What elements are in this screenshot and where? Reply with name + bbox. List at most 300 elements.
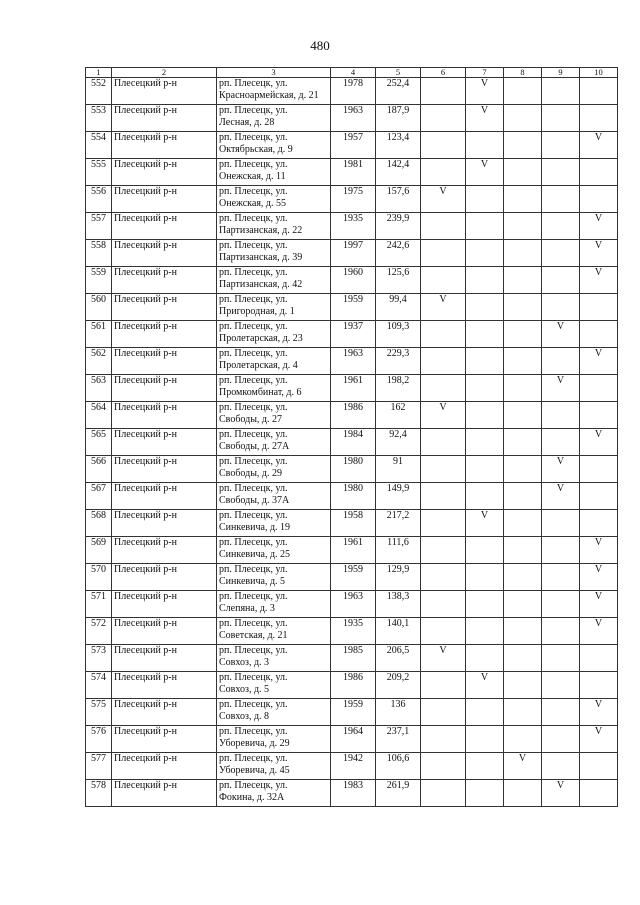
year-cell: 1975 [331, 186, 376, 213]
address-cell [217, 321, 331, 348]
row-number-cell: 576 [86, 726, 112, 753]
address-line-1: рп. Плесецк, ул. [219, 645, 288, 656]
address-line-2: Партизанская, д. 42 [219, 279, 303, 290]
area-cell: 123,4 [376, 132, 421, 159]
address-cell [217, 213, 331, 240]
address-line-2: Онежская, д. 11 [219, 171, 286, 182]
mark-cell-col6 [421, 618, 466, 645]
mark-cell-col8 [504, 78, 542, 105]
address-line-1: рп. Плесецк, ул. [219, 348, 288, 359]
mark-cell-col9 [542, 672, 580, 699]
mark-cell-col8 [504, 105, 542, 132]
mark-cell-col6 [421, 78, 466, 105]
district-cell: Плесецкий р-н [112, 186, 217, 213]
mark-cell-col10 [580, 645, 618, 672]
district-cell: Плесецкий р-н [112, 564, 217, 591]
district-cell: Плесецкий р-н [112, 591, 217, 618]
district-cell: Плесецкий р-н [112, 780, 217, 807]
mark-cell-col9: V [542, 456, 580, 483]
address-line-1: рп. Плесецк, ул. [219, 105, 288, 116]
mark-cell-col6 [421, 213, 466, 240]
mark-cell-col10 [580, 483, 618, 510]
row-number-cell: 574 [86, 672, 112, 699]
mark-cell-col7: V [466, 105, 504, 132]
mark-cell-col7 [466, 375, 504, 402]
mark-cell-col10: V [580, 537, 618, 564]
mark-cell-col7 [466, 402, 504, 429]
area-cell: 261,9 [376, 780, 421, 807]
mark-cell-col6: V [421, 294, 466, 321]
column-header: 5 [376, 68, 421, 78]
address-line-1: рп. Плесецк, ул. [219, 78, 288, 89]
address-cell [217, 159, 331, 186]
mark-cell-col7: V [466, 510, 504, 537]
table-row [86, 645, 618, 672]
year-cell: 1981 [331, 159, 376, 186]
mark-cell-col7 [466, 483, 504, 510]
mark-cell-col6 [421, 537, 466, 564]
table-row [86, 537, 618, 564]
table-row [86, 429, 618, 456]
year-cell: 1986 [331, 672, 376, 699]
year-cell: 1984 [331, 429, 376, 456]
mark-cell-col9 [542, 267, 580, 294]
mark-cell-col9 [542, 402, 580, 429]
area-cell: 140,1 [376, 618, 421, 645]
row-number-cell: 552 [86, 78, 112, 105]
row-number-cell: 570 [86, 564, 112, 591]
address-cell [217, 132, 331, 159]
address-line-2: Пригородная, д. 1 [219, 306, 295, 317]
mark-cell-col9 [542, 510, 580, 537]
address-cell [217, 294, 331, 321]
address-line-2: Совхоз, д. 5 [219, 684, 270, 695]
address-line-1: рп. Плесецк, ул. [219, 699, 288, 710]
district-cell: Плесецкий р-н [112, 348, 217, 375]
column-header: 8 [504, 68, 542, 78]
district-cell: Плесецкий р-н [112, 456, 217, 483]
area-cell: 138,3 [376, 591, 421, 618]
mark-cell-col8 [504, 510, 542, 537]
mark-cell-col6 [421, 456, 466, 483]
table-row [86, 483, 618, 510]
mark-cell-col9: V [542, 375, 580, 402]
mark-cell-col7 [466, 267, 504, 294]
area-cell: 229,3 [376, 348, 421, 375]
mark-cell-col9 [542, 213, 580, 240]
mark-cell-col7 [466, 537, 504, 564]
address-line-2: Онежская, д. 55 [219, 198, 287, 209]
mark-cell-col9 [542, 294, 580, 321]
year-cell: 1963 [331, 348, 376, 375]
mark-cell-col9 [542, 564, 580, 591]
year-cell: 1980 [331, 456, 376, 483]
address-line-1: рп. Плесецк, ул. [219, 159, 288, 170]
row-number-cell: 556 [86, 186, 112, 213]
mark-cell-col9 [542, 348, 580, 375]
table-row [86, 375, 618, 402]
table-row [86, 294, 618, 321]
address-line-2: Лесная, д. 28 [219, 117, 275, 128]
area-cell: 209,2 [376, 672, 421, 699]
mark-cell-col6 [421, 591, 466, 618]
mark-cell-col8 [504, 321, 542, 348]
address-line-1: рп. Плесецк, ул. [219, 618, 288, 629]
year-cell: 1985 [331, 645, 376, 672]
mark-cell-col7 [466, 780, 504, 807]
address-line-1: рп. Плесецк, ул. [219, 726, 288, 737]
area-cell: 99,4 [376, 294, 421, 321]
district-cell: Плесецкий р-н [112, 105, 217, 132]
address-line-2: Фокина, д. 32А [219, 792, 285, 803]
mark-cell-col10: V [580, 591, 618, 618]
row-number-cell: 575 [86, 699, 112, 726]
address-line-2: Октябрьская, д. 9 [219, 144, 293, 155]
address-cell [217, 591, 331, 618]
mark-cell-col6 [421, 564, 466, 591]
address-line-2: Уборевича, д. 45 [219, 765, 290, 776]
mark-cell-col7 [466, 186, 504, 213]
year-cell: 1937 [331, 321, 376, 348]
address-line-2: Свободы, д. 37А [219, 495, 290, 506]
mark-cell-col6 [421, 672, 466, 699]
district-cell: Плесецкий р-н [112, 726, 217, 753]
mark-cell-col9 [542, 186, 580, 213]
mark-cell-col8 [504, 213, 542, 240]
year-cell: 1980 [331, 483, 376, 510]
year-cell: 1960 [331, 267, 376, 294]
mark-cell-col10 [580, 159, 618, 186]
table-row [86, 159, 618, 186]
table-row [86, 699, 618, 726]
row-number-cell: 566 [86, 456, 112, 483]
mark-cell-col10 [580, 78, 618, 105]
mark-cell-col6 [421, 132, 466, 159]
mark-cell-col8 [504, 672, 542, 699]
address-cell [217, 402, 331, 429]
mark-cell-col8 [504, 483, 542, 510]
mark-cell-col9 [542, 618, 580, 645]
row-number-cell: 573 [86, 645, 112, 672]
address-line-1: рп. Плесецк, ул. [219, 132, 288, 143]
table-header-row [86, 68, 618, 78]
mark-cell-col6 [421, 699, 466, 726]
address-line-2: Красноармейская, д. 21 [219, 90, 319, 101]
column-header: 7 [466, 68, 504, 78]
address-line-2: Синкевича, д. 25 [219, 549, 291, 560]
column-header: 2 [112, 68, 217, 78]
mark-cell-col6: V [421, 645, 466, 672]
year-cell: 1958 [331, 510, 376, 537]
column-header: 6 [421, 68, 466, 78]
mark-cell-col6 [421, 780, 466, 807]
table-row [86, 186, 618, 213]
mark-cell-col6 [421, 105, 466, 132]
column-header: 1 [86, 68, 112, 78]
mark-cell-col7 [466, 132, 504, 159]
year-cell: 1964 [331, 726, 376, 753]
mark-cell-col8 [504, 780, 542, 807]
mark-cell-col8 [504, 402, 542, 429]
mark-cell-col6 [421, 240, 466, 267]
year-cell: 1957 [331, 132, 376, 159]
mark-cell-col8 [504, 726, 542, 753]
mark-cell-col6 [421, 321, 466, 348]
mark-cell-col10 [580, 375, 618, 402]
mark-cell-col10 [580, 321, 618, 348]
area-cell: 129,9 [376, 564, 421, 591]
mark-cell-col9 [542, 429, 580, 456]
mark-cell-col7: V [466, 159, 504, 186]
district-cell: Плесецкий р-н [112, 672, 217, 699]
table-row [86, 213, 618, 240]
mark-cell-col10 [580, 456, 618, 483]
mark-cell-col9 [542, 132, 580, 159]
row-number-cell: 567 [86, 483, 112, 510]
mark-cell-col8 [504, 645, 542, 672]
mark-cell-col10 [580, 753, 618, 780]
page-number: 480 [310, 38, 330, 53]
address-cell [217, 753, 331, 780]
address-line-2: Синкевича, д. 5 [219, 576, 286, 587]
address-cell [217, 429, 331, 456]
column-header: 3 [217, 68, 331, 78]
address-line-1: рп. Плесецк, ул. [219, 402, 288, 413]
table-row [86, 348, 618, 375]
table-row [86, 672, 618, 699]
district-cell: Плесецкий р-н [112, 375, 217, 402]
year-cell: 1961 [331, 537, 376, 564]
year-cell: 1935 [331, 618, 376, 645]
row-number-cell: 561 [86, 321, 112, 348]
row-number-cell: 562 [86, 348, 112, 375]
mark-cell-col7: V [466, 78, 504, 105]
mark-cell-col10 [580, 402, 618, 429]
mark-cell-col8 [504, 591, 542, 618]
address-cell [217, 537, 331, 564]
address-line-1: рп. Плесецк, ул. [219, 213, 288, 224]
year-cell: 1978 [331, 78, 376, 105]
mark-cell-col10 [580, 186, 618, 213]
mark-cell-col7 [466, 321, 504, 348]
district-cell: Плесецкий р-н [112, 753, 217, 780]
address-line-1: рп. Плесецк, ул. [219, 375, 288, 386]
address-cell [217, 645, 331, 672]
mark-cell-col8 [504, 348, 542, 375]
address-line-2: Промкомбинат, д. 6 [219, 387, 302, 398]
year-cell: 1935 [331, 213, 376, 240]
table-row [86, 105, 618, 132]
mark-cell-col7 [466, 645, 504, 672]
column-header: 10 [580, 68, 618, 78]
row-number-cell: 565 [86, 429, 112, 456]
row-number-cell: 555 [86, 159, 112, 186]
address-line-1: рп. Плесецк, ул. [219, 672, 288, 683]
mark-cell-col8 [504, 240, 542, 267]
year-cell: 1959 [331, 294, 376, 321]
mark-cell-col10: V [580, 240, 618, 267]
row-number-cell: 568 [86, 510, 112, 537]
address-line-2: Советская, д. 21 [219, 630, 288, 641]
area-cell: 92,4 [376, 429, 421, 456]
address-line-2: Синкевича, д. 19 [219, 522, 291, 533]
mark-cell-col9: V [542, 780, 580, 807]
district-cell: Плесецкий р-н [112, 159, 217, 186]
table-row [86, 402, 618, 429]
address-line-2: Пролетарская, д. 4 [219, 360, 298, 371]
mark-cell-col9 [542, 753, 580, 780]
district-cell: Плесецкий р-н [112, 213, 217, 240]
row-number-cell: 569 [86, 537, 112, 564]
row-number-cell: 553 [86, 105, 112, 132]
mark-cell-col6 [421, 348, 466, 375]
table-body [86, 68, 618, 807]
mark-cell-col10 [580, 780, 618, 807]
table-row [86, 726, 618, 753]
mark-cell-col8 [504, 699, 542, 726]
mark-cell-col10: V [580, 132, 618, 159]
address-line-2: Пролетарская, д. 23 [219, 333, 303, 344]
area-cell: 252,4 [376, 78, 421, 105]
area-cell: 136 [376, 699, 421, 726]
mark-cell-col10: V [580, 348, 618, 375]
mark-cell-col8 [504, 429, 542, 456]
mark-cell-col9 [542, 537, 580, 564]
address-cell [217, 510, 331, 537]
mark-cell-col10 [580, 510, 618, 537]
mark-cell-col6 [421, 510, 466, 537]
address-line-1: рп. Плесецк, ул. [219, 591, 288, 602]
row-number-cell: 559 [86, 267, 112, 294]
address-cell [217, 483, 331, 510]
row-number-cell: 578 [86, 780, 112, 807]
address-line-2: Партизанская, д. 22 [219, 225, 303, 236]
mark-cell-col6 [421, 726, 466, 753]
mark-cell-col9 [542, 159, 580, 186]
address-line-2: Партизанская, д. 39 [219, 252, 303, 263]
row-number-cell: 563 [86, 375, 112, 402]
mark-cell-col10: V [580, 564, 618, 591]
address-cell [217, 348, 331, 375]
district-cell: Плесецкий р-н [112, 510, 217, 537]
mark-cell-col9: V [542, 483, 580, 510]
table-row [86, 240, 618, 267]
mark-cell-col7 [466, 726, 504, 753]
table-row [86, 132, 618, 159]
address-line-1: рп. Плесецк, ул. [219, 537, 288, 548]
mark-cell-col7: V [466, 672, 504, 699]
address-line-1: рп. Плесецк, ул. [219, 753, 288, 764]
mark-cell-col7 [466, 213, 504, 240]
mark-cell-col9 [542, 726, 580, 753]
table-row [86, 510, 618, 537]
year-cell: 1959 [331, 564, 376, 591]
mark-cell-col8 [504, 564, 542, 591]
table-row [86, 591, 618, 618]
column-header: 4 [331, 68, 376, 78]
table-row [86, 564, 618, 591]
address-line-1: рп. Плесецк, ул. [219, 780, 288, 791]
area-cell: 109,3 [376, 321, 421, 348]
mark-cell-col8 [504, 267, 542, 294]
mark-cell-col10 [580, 294, 618, 321]
year-cell: 1963 [331, 591, 376, 618]
mark-cell-col10 [580, 105, 618, 132]
area-cell: 198,2 [376, 375, 421, 402]
area-cell: 125,6 [376, 267, 421, 294]
area-cell: 142,4 [376, 159, 421, 186]
address-cell [217, 240, 331, 267]
row-number-cell: 577 [86, 753, 112, 780]
district-cell: Плесецкий р-н [112, 240, 217, 267]
table-row [86, 456, 618, 483]
table-row [86, 618, 618, 645]
address-line-1: рп. Плесецк, ул. [219, 267, 288, 278]
area-cell: 237,1 [376, 726, 421, 753]
mark-cell-col6 [421, 159, 466, 186]
mark-cell-col7 [466, 240, 504, 267]
year-cell: 1983 [331, 780, 376, 807]
row-number-cell: 557 [86, 213, 112, 240]
address-cell [217, 672, 331, 699]
address-line-1: рп. Плесецк, ул. [219, 456, 288, 467]
row-number-cell: 558 [86, 240, 112, 267]
mark-cell-col10: V [580, 726, 618, 753]
mark-cell-col8 [504, 375, 542, 402]
mark-cell-col9 [542, 105, 580, 132]
area-cell: 242,6 [376, 240, 421, 267]
area-cell: 106,6 [376, 753, 421, 780]
address-line-1: рп. Плесецк, ул. [219, 294, 288, 305]
district-cell: Плесецкий р-н [112, 699, 217, 726]
area-cell: 157,6 [376, 186, 421, 213]
address-line-1: рп. Плесецк, ул. [219, 321, 288, 332]
address-line-2: Свободы, д. 27А [219, 441, 290, 452]
table-row [86, 321, 618, 348]
mark-cell-col7 [466, 294, 504, 321]
mark-cell-col7 [466, 348, 504, 375]
mark-cell-col8 [504, 618, 542, 645]
column-header: 9 [542, 68, 580, 78]
address-cell [217, 186, 331, 213]
year-cell: 1961 [331, 375, 376, 402]
mark-cell-col10: V [580, 267, 618, 294]
mark-cell-col10 [580, 672, 618, 699]
address-cell [217, 267, 331, 294]
address-line-2: Свободы, д. 27 [219, 414, 283, 425]
address-line-1: рп. Плесецк, ул. [219, 429, 288, 440]
row-number-cell: 571 [86, 591, 112, 618]
mark-cell-col10: V [580, 213, 618, 240]
district-cell: Плесецкий р-н [112, 429, 217, 456]
mark-cell-col6 [421, 429, 466, 456]
mark-cell-col9 [542, 591, 580, 618]
mark-cell-col8 [504, 159, 542, 186]
address-cell [217, 78, 331, 105]
mark-cell-col6 [421, 483, 466, 510]
district-cell: Плесецкий р-н [112, 78, 217, 105]
district-cell: Плесецкий р-н [112, 132, 217, 159]
district-cell: Плесецкий р-н [112, 402, 217, 429]
district-cell: Плесецкий р-н [112, 294, 217, 321]
district-cell: Плесецкий р-н [112, 618, 217, 645]
mark-cell-col8 [504, 294, 542, 321]
mark-cell-col9: V [542, 321, 580, 348]
mark-cell-col8 [504, 537, 542, 564]
district-cell: Плесецкий р-н [112, 267, 217, 294]
mark-cell-col6 [421, 753, 466, 780]
mark-cell-col8: V [504, 753, 542, 780]
